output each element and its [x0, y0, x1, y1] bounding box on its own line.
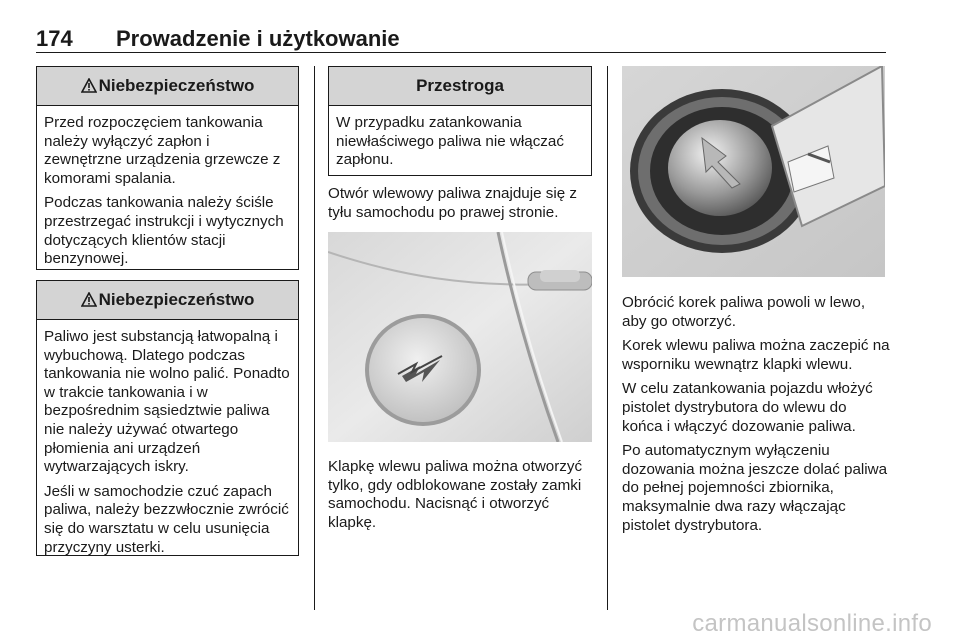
danger-paragraph: Podczas tankowania należy ściśle przestrzegać instrukcji i wytycznych dotyczących klientów stacji benzynowej. — [44, 194, 284, 268]
warning-triangle-icon — [81, 283, 97, 321]
fuel-cap-illustration — [622, 66, 885, 277]
refuel-instructions — [622, 294, 890, 541]
instruction-paragraph: W celu zatankowania pojazdu włożyć pistolet dystrybutora do wlewu do końca i włączyć dozowanie paliwa. — [622, 380, 873, 435]
instruction-paragraph: Obrócić korek paliwa powoli w lewo, aby go otworzyć. — [622, 294, 866, 330]
fuel-flap-illustration — [328, 232, 592, 442]
intro-text — [328, 185, 594, 228]
danger-paragraph: Paliwo jest substancją łatwopalną i wybuchową. Dlatego podczas tankowania nie wolno palić. Ponadto w trakcie tankowania i w bezpośrednim sąsiedztwie paliwa nie należy używać otwartego płomienia ani urządzeń wytwarzających iskry. — [44, 328, 290, 476]
danger-paragraph: Jeśli w samochodzie czuć zapach paliwa, należy bezzwłocznie zwrócić się do warsztatu w celu usunięcia przyczyny usterki. — [44, 482, 289, 556]
watermark: carmanualsonline.info — [692, 610, 932, 637]
caution-box — [328, 66, 592, 176]
flap-open-text — [328, 458, 594, 538]
danger-box — [36, 66, 299, 270]
page-header — [36, 22, 886, 53]
caution-text: W przypadku zatankowania niewłaściwego paliwa nie włączać zapłonu. — [336, 114, 564, 169]
page-title: Prowadzenie i użytkowanie — [116, 26, 400, 51]
column-divider — [314, 66, 315, 610]
caution-title: Przestroga — [329, 67, 591, 106]
instruction-paragraph: Po automatycznym wyłączeniu dozowania można jeszcze dolać paliwa do pełnej pojemności zbiornika, maksymalnie dwa razy włączając pistolet dystrybutora. — [622, 442, 888, 534]
danger-paragraph: Przed rozpoczęciem tankowania należy wyłączyć zapłon i zewnętrzne urządzenia grzewcze z komorami spalania. — [44, 114, 281, 187]
danger-title: Niebezpieczeństwo — [98, 290, 255, 309]
warning-triangle-icon — [81, 69, 97, 107]
instruction-paragraph: Korek wlewu paliwa można zaczepić na wsporniku wewnątrz klapki wlewu. — [622, 337, 890, 373]
danger-title: Niebezpieczeństwo — [98, 76, 255, 95]
fuel-filler-location: Otwór wlewowy paliwa znajduje się z tyłu samochodu po prawej stronie. — [328, 185, 578, 221]
page-number: 174 — [36, 26, 73, 51]
column-divider — [607, 66, 608, 610]
flap-open-paragraph: Klapkę wlewu paliwa można otworzyć tylko, gdy odblokowane zostały zamki samochodu. Nacisnąć i otworzyć klapkę. — [328, 458, 583, 531]
danger-box — [36, 280, 299, 556]
